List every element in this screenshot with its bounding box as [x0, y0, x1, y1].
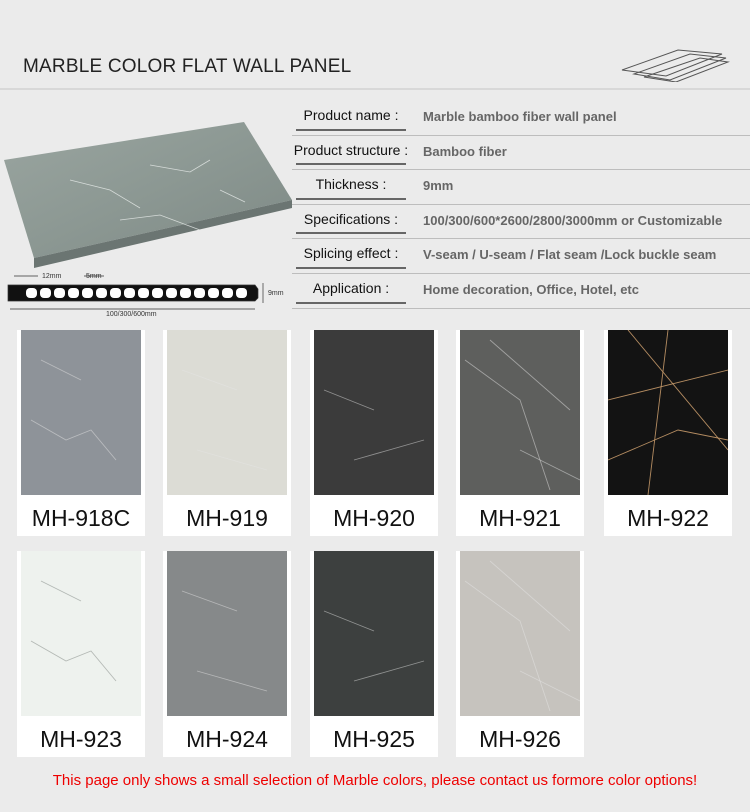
swatch-card[interactable] [310, 551, 438, 757]
swatch-code: MH-921 [479, 505, 561, 531]
spec-label: Product name : [303, 107, 399, 123]
spec-row [292, 170, 750, 205]
swatch-texture [167, 330, 287, 495]
spec-label: Application : [312, 279, 390, 296]
swatch-card[interactable] [456, 551, 584, 757]
panel-product-image [0, 120, 295, 270]
profile-dim-a: 12mm [42, 273, 62, 280]
spec-label-underline [296, 302, 406, 304]
page-title: MARBLE COLOR FLAT WALL PANEL [23, 56, 352, 77]
swatch-code: MH-923 [40, 726, 122, 752]
spec-label: Specifications : [303, 210, 399, 227]
panel-profile-diagram [0, 268, 300, 318]
swatch-texture [167, 551, 287, 716]
spec-label-underline [296, 129, 406, 131]
spec-label: Splicing effect : [303, 245, 399, 262]
swatch-code: MH-918C [31, 505, 131, 531]
title-divider [0, 88, 750, 90]
swatch-card[interactable] [604, 330, 732, 536]
swatch-code: MH-920 [333, 505, 415, 531]
spec-label-underline [296, 232, 406, 234]
profile-dim-b: 5mm [86, 273, 102, 280]
spec-value: 9mm [423, 178, 454, 194]
swatch-texture [21, 551, 141, 716]
swatch-code: MH-919 [186, 505, 268, 531]
swatch-texture [314, 330, 434, 495]
spec-label-underline [296, 198, 406, 200]
profile-dim-height: 9mm [268, 290, 284, 297]
profile-dim-width: 100/300/600mm [106, 311, 157, 318]
swatch-texture [460, 551, 580, 716]
spec-label-underline [296, 267, 406, 269]
spec-label: Thickness : [315, 176, 387, 193]
spec-value: V-seam / U-seam / Flat seam /Lock buckle seam [423, 247, 717, 263]
swatch-texture [460, 330, 580, 495]
swatch-card[interactable] [310, 330, 438, 536]
swatch-code: MH-926 [479, 726, 561, 752]
swatch-code: MH-924 [186, 726, 268, 752]
swatch-card[interactable] [163, 330, 291, 536]
swatch-card[interactable] [456, 330, 584, 536]
spec-label-underline [296, 163, 406, 165]
spec-value: Marble bamboo fiber wall panel [423, 109, 617, 124]
swatch-code: MH-925 [333, 726, 415, 752]
spec-label: Product structure : [293, 141, 409, 158]
swatch-card[interactable] [17, 330, 145, 536]
swatch-card[interactable] [17, 551, 145, 757]
footer-note: This page only shows a small selection of Marble colors, please contact us formore color options! [52, 772, 698, 789]
spec-row [292, 274, 750, 309]
swatch-texture [314, 551, 434, 716]
stacked-panels-icon [620, 44, 730, 82]
spec-row [292, 205, 750, 240]
spec-value: 100/300/600*2600/2800/3000mm or Customizable [423, 212, 723, 228]
spec-value: Bamboo fiber [423, 143, 507, 159]
spec-row [292, 101, 750, 136]
spec-row [292, 239, 750, 274]
swatch-texture [21, 330, 141, 495]
swatch-texture [608, 330, 728, 495]
spec-row [292, 136, 750, 171]
spec-table [292, 101, 750, 309]
swatch-card[interactable] [163, 551, 291, 757]
swatch-code: MH-922 [627, 505, 709, 531]
spec-value: Home decoration, Office, Hotel, etc [423, 281, 639, 297]
